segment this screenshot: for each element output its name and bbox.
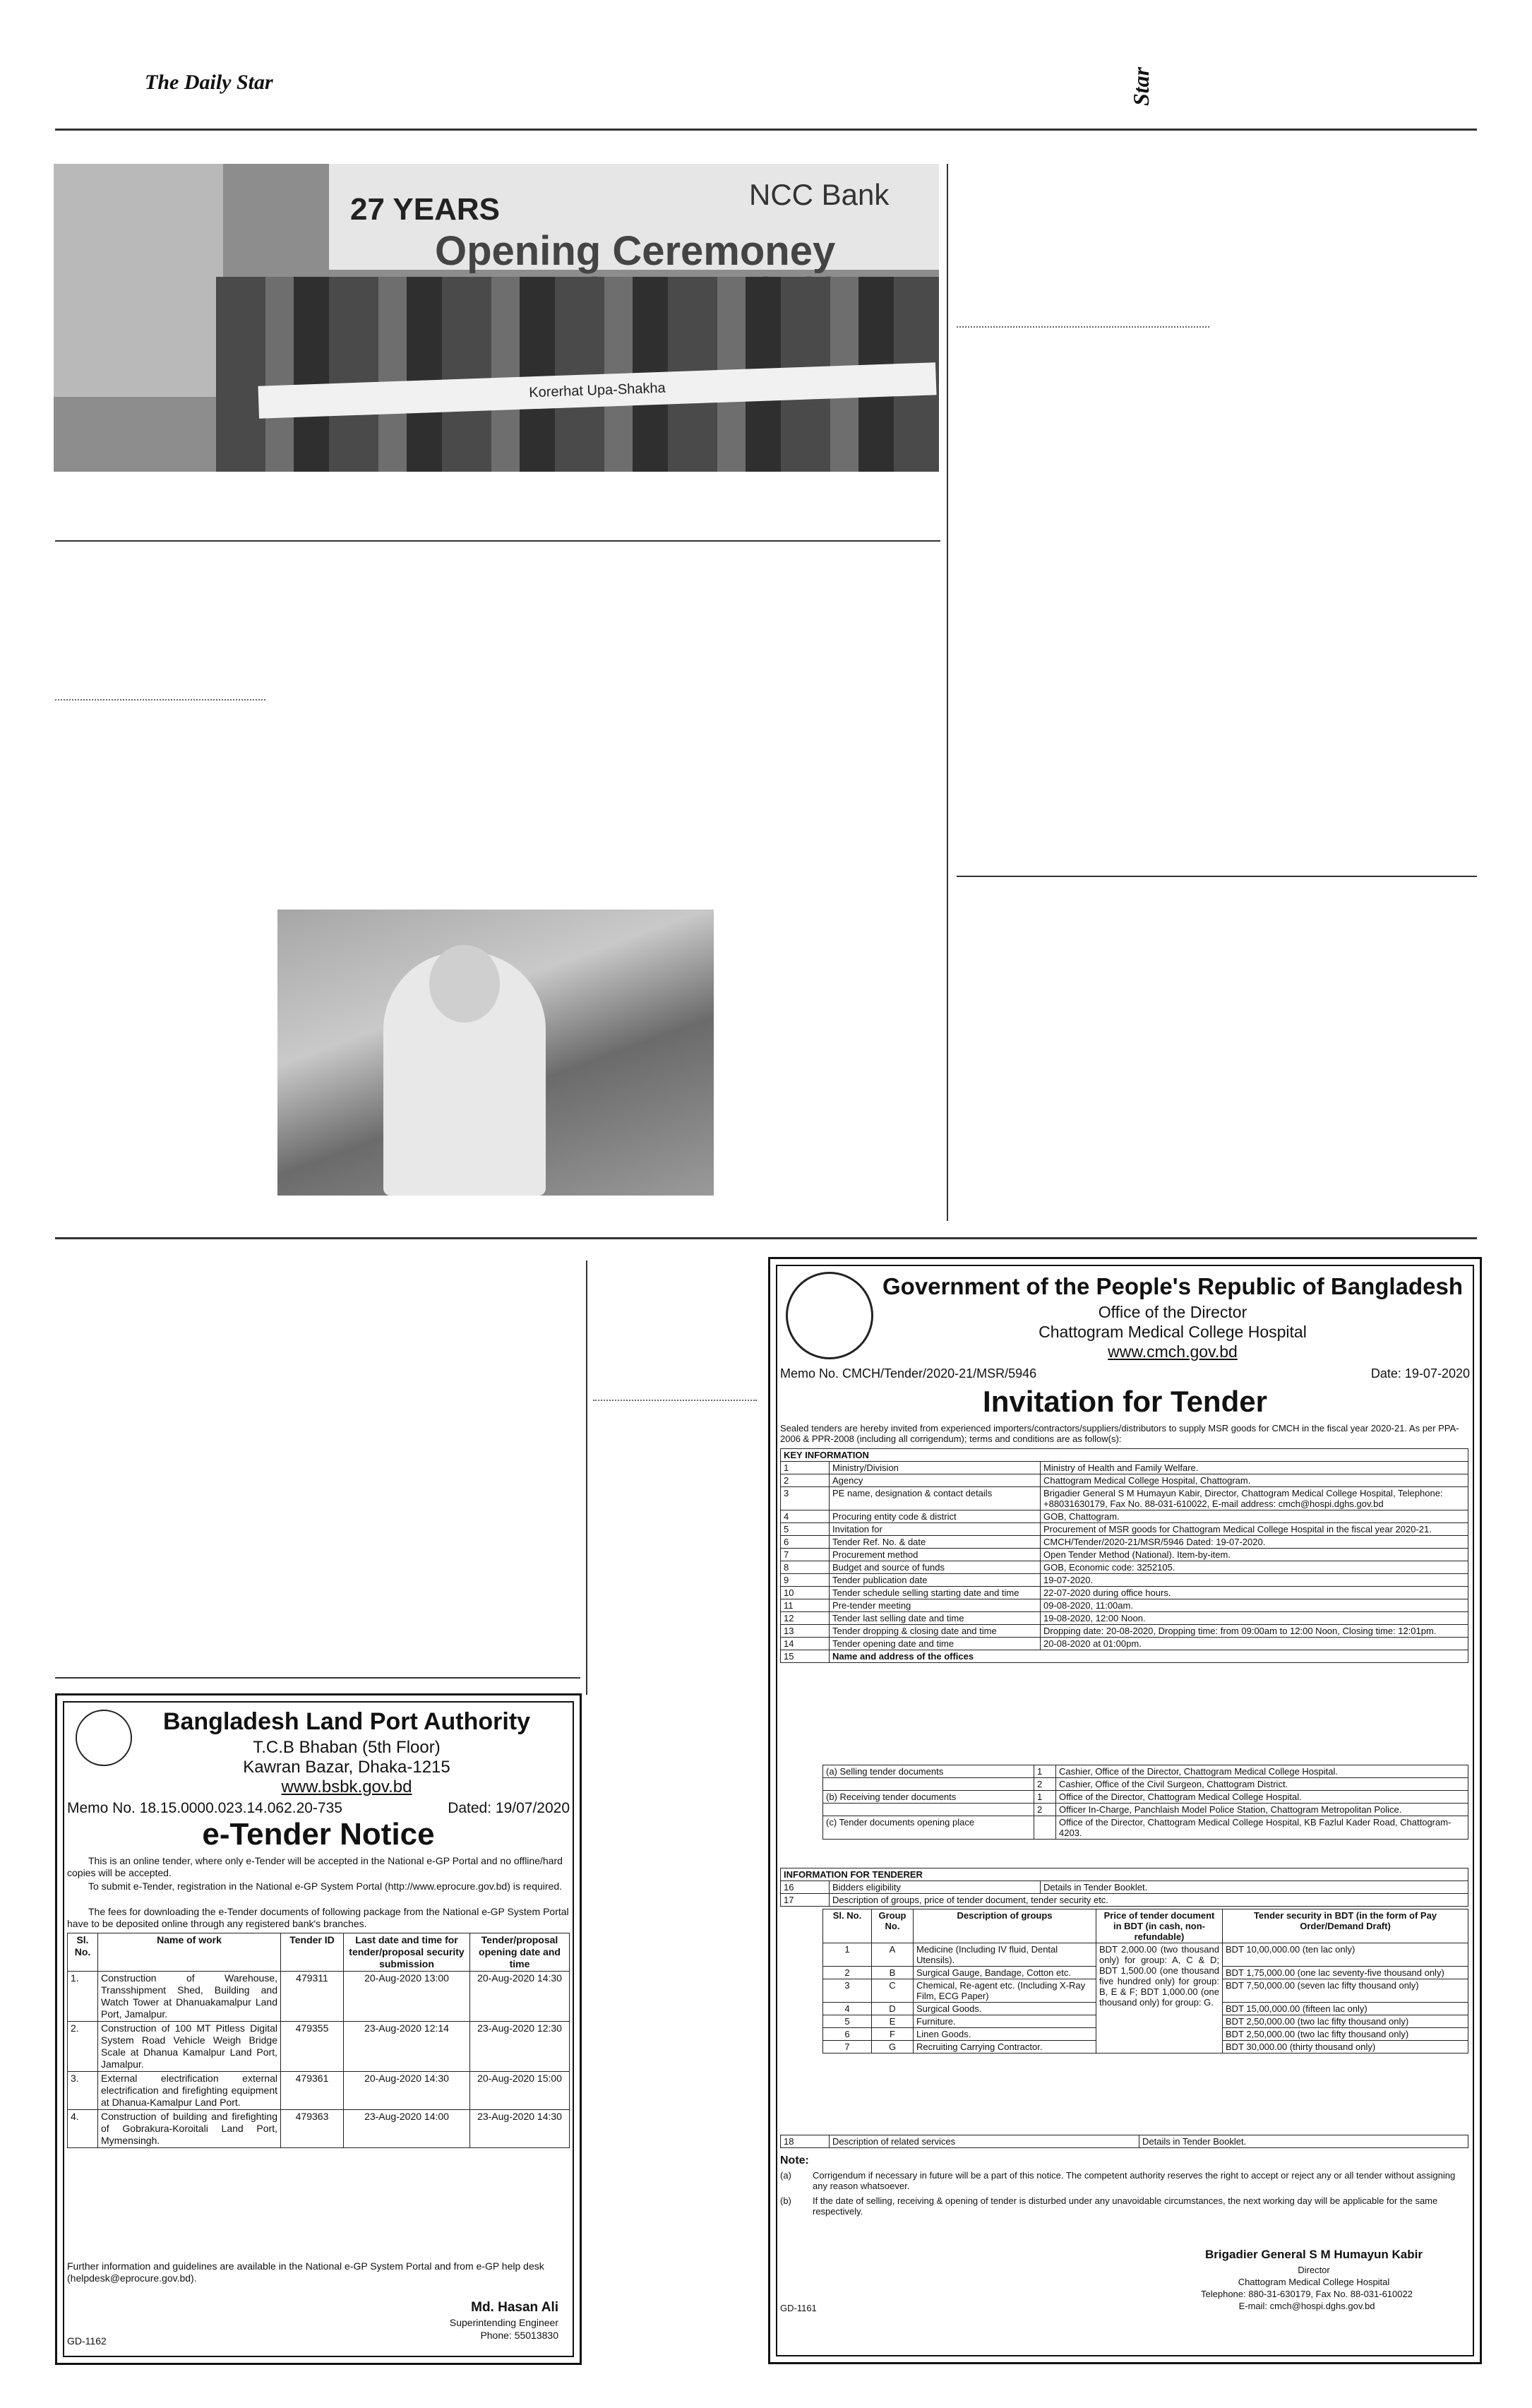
cmch-hospital: Chattogram Medical College Hospital (1039, 1323, 1307, 1341)
table-row (68, 1972, 570, 2022)
group-row: 6 F Linen Goods. BDT 2,50,000.00 (two lac fifty thousand only) (823, 2028, 1468, 2041)
key-row: 7 Procurement method Open Tender Method (National). Item-by-item. (781, 1549, 1468, 1561)
key-row: 13 Tender dropping & closing date and time Dropping date: 20-08-2020, Dropping time: from 09:00am to 12:00 Noon, Closing time: 12:01pm. (781, 1625, 1468, 1638)
cmch-gd: GD-1161 (780, 2303, 817, 2313)
ncc-bank-ceremony-photo (54, 164, 939, 472)
cell-opening: 23-Aug-2020 14:30 (470, 2110, 570, 2148)
key-info-label: KEY INFORMATION (781, 1449, 1468, 1462)
land-port-heading: e-Tender Notice (202, 1817, 435, 1852)
th-last-date: Last date and time for tender/proposal security submission (344, 1933, 470, 1972)
group-row: 7 G Recruiting Carrying Contractor. BDT 30,000.00 (thirty thousand only) (823, 2041, 1468, 2054)
land-port-dated: Dated: 19/07/2020 (448, 1800, 570, 1816)
price-cell: BDT 2,000.00 (two thousand only) for group: A, C & D; BDT 1,500.00 (one thousand five hundred only) for group: B, E & F; BDT 1,000.00 (one thousand only) for group: G. (1096, 1943, 1223, 2054)
land-port-website[interactable]: www.bsbk.gov.bd (281, 1777, 412, 1796)
group-row: 1 A Medicine (Including IV fluid, Dental Utensils). BDT 2,000.00 (two thousand only) for group: A, C & D; BDT 1,500.00 (one thousand five hundred only) for group: B, E & F; BDT 1,000.00 (one thousand only) for group: G. BDT 10,00,000.00 (ten lac only) (823, 1943, 1468, 1967)
masthead-star: Star (1128, 66, 1154, 106)
cmch-website[interactable]: www.cmch.gov.bd (1108, 1342, 1238, 1361)
banner-bank-name: NCC Bank (749, 178, 890, 211)
group-row: 3 C Chemical, Re-agent etc. (Including X-Ray Film, ECG Paper) BDT 7,50,000.00 (seven lac fifty thousand only) (823, 1979, 1468, 2003)
cmch-memo: Memo No. CMCH/Tender/2020-21/MSR/5946 (780, 1366, 1037, 1381)
right-divider-short (957, 326, 1209, 328)
lower-column-divider (586, 1260, 587, 1695)
column-divider (947, 164, 948, 1221)
cell-tender-id: 479363 (281, 2110, 344, 2148)
table-header-row (68, 1933, 570, 1972)
key-row: 6 Tender Ref. No. & date CMCH/Tender/2020-21/MSR/5946 Dated: 19-07-2020. (781, 1536, 1468, 1549)
cmch-note-a-label: (a) (780, 2170, 791, 2181)
cell-last-date: 20-Aug-2020 13:00 (344, 1972, 470, 2022)
r18-row: 18 Description of related services Details in Tender Booklet. (781, 2135, 1468, 2148)
r16-row: 16 Bidders eligibility Details in Tender Booklet. (781, 1881, 1468, 1894)
left-rule-1 (55, 540, 940, 542)
cmch-note-b: If the date of selling, receiving & opening of tender is disturbed under any unavoidable circumstances, the next working day will be applicable for the same respectively. (813, 2195, 1438, 2217)
group-row: 4 D Surgical Goods. BDT 15,00,000.00 (fifteen lac only) (823, 2003, 1468, 2015)
header-rule (55, 129, 1477, 131)
cell-work: External electrification external electrification and firefighting equipment at Dhanua-Kamalpur Land Port. (98, 2072, 281, 2110)
cmch-tenderer-table (780, 1868, 1468, 1907)
office-row: (b) Receiving tender documents 1 Office of the Director, Chattogram Medical College Hospital. (823, 1791, 1468, 1804)
land-port-para2: To submit e-Tender, registration in the National e-GP System Portal (http://www.eprocure.gov.bd) is required. (88, 1880, 563, 1892)
cell-last-date: 23-Aug-2020 14:00 (344, 2110, 470, 2148)
cell-opening: 20-Aug-2020 15:00 (470, 2072, 570, 2110)
key-row: 12 Tender last selling date and time 19-08-2020, 12:00 Noon. (781, 1612, 1468, 1625)
groups-header-row: Sl. No. Group No. Description of groups Price of tender document in BDT (in cash, non-refundable) Tender security in BDT (in the form of Pay Order/Demand Draft) (823, 1909, 1468, 1943)
left-divider-short (55, 699, 265, 701)
office-row: (a) Selling tender documents 1 Cashier, Office of the Director, Chattogram Medical College Hospital. (823, 1765, 1468, 1778)
th-sl: Sl. No. (68, 1933, 98, 1972)
cmch-note-label: Note: (780, 2154, 809, 2166)
tenderer-label: INFORMATION FOR TENDERER (781, 1868, 1468, 1881)
land-port-logo (76, 1710, 132, 1766)
cell-last-date: 20-Aug-2020 14:30 (344, 2072, 470, 2110)
key-row: 1 Ministry/Division Ministry of Health and Family Welfare. (781, 1462, 1468, 1474)
banner-27-years: 27 YEARS (350, 192, 500, 227)
cell-sl: 2. (68, 2022, 98, 2072)
cell-last-date: 23-Aug-2020 12:14 (344, 2022, 470, 2072)
office-row: 2 Officer In-Charge, Panchlaish Model Police Station, Chattogram Metropolitan Police. (823, 1804, 1468, 1816)
land-port-table (67, 1933, 570, 2148)
land-port-tender-ad (55, 1693, 582, 2365)
cell-work: Construction of building and firefighting of Gobrakura-Koroitali Land Port, Mymensingh. (98, 2110, 281, 2148)
office-row: (c) Tender documents opening place Office of the Director, Chattogram Medical College Hospital, KB Fazlul Kader Road, Chattogram-4203. (823, 1816, 1468, 1840)
key-row: 5 Invitation for Procurement of MSR goods for Chattogram Medical College Hospital in the fiscal year 2020-21. (781, 1523, 1468, 1536)
cmch-offices-table (822, 1765, 1468, 1840)
land-port-memo: Memo No. 18.15.0000.023.14.062.20-735 (67, 1800, 342, 1816)
cell-tender-id: 479311 (281, 1972, 344, 2022)
cmch-logo (786, 1272, 873, 1359)
lower-left-rule (55, 1677, 580, 1679)
cmch-groups-table (822, 1909, 1468, 2054)
cell-tender-id: 479361 (281, 2072, 344, 2110)
right-rule (957, 876, 1477, 877)
cmch-intro: Sealed tenders are hereby invited from experienced importers/contractors/suppliers/distributors to supply MSR goods for CMCH in the fiscal year 2020-21. As per PPA-2006 & PPR-2008 (including all corrigendum); terms and conditions are as follow(s): (780, 1423, 1459, 1444)
land-port-address1: T.C.B Bhaban (5th Floor) (253, 1738, 441, 1757)
land-port-title: Bangladesh Land Port Authority (162, 1708, 531, 1735)
land-port-footer: Further information and guidelines are available in the National e-GP System Portal and from e-GP help desk (helpdesk@eprocure.gov.bd). (67, 2260, 544, 2284)
masthead-logo: The Daily Star (145, 71, 273, 94)
land-port-phone: Phone: 55013830 (480, 2330, 558, 2341)
key-row: 8 Budget and source of funds GOB, Economic code: 3252105. (781, 1561, 1468, 1574)
cell-sl: 1. (68, 1972, 98, 2022)
th-opening: Tender/proposal opening date and time (470, 1933, 570, 1972)
land-port-gd: GD-1162 (67, 2335, 107, 2347)
cell-work: Construction of 100 MT Pitless Digital System Road Vehicle Weigh Bridge Scale at Dhanua Kamalpur Land Port, Jamalpur. (98, 2022, 281, 2072)
cmch-contact: Telephone: 880-31-630179, Fax No. 88-031-610022 (1201, 2289, 1413, 2299)
key-row: 3 PE name, designation & contact details Brigadier General S M Humayun Kabir, Director, Chattogram Medical College Hospital, Telephone: +88031630179, Fax No. 88-031-610022, E-mail address: cmch@hospi.dghs.gov.bd (781, 1487, 1468, 1510)
lower-divider-short (593, 1400, 757, 1401)
cell-opening: 23-Aug-2020 12:30 (470, 2022, 570, 2072)
cmch-heading: Invitation for Tender (983, 1385, 1267, 1418)
th-tender-id: Tender ID (281, 1933, 344, 1972)
land-port-signer: Md. Hasan Ali (471, 2300, 558, 2315)
key-row: 9 Tender publication date 19-07-2020. (781, 1574, 1468, 1587)
cell-sl: 3. (68, 2072, 98, 2110)
cmch-date: Date: 19-07-2020 (1370, 1366, 1470, 1381)
table-row (68, 2072, 570, 2110)
table-row (68, 2022, 570, 2072)
table-row (68, 2110, 570, 2148)
group-row: 5 E Furniture. BDT 2,50,000.00 (two lac fifty thousand only) (823, 2015, 1468, 2028)
r17-row: 17 Description of groups, price of tender document, tender security etc. (781, 1894, 1468, 1907)
land-port-address2: Kawran Bazar, Dhaka-1215 (243, 1758, 450, 1777)
cell-sl: 4. (68, 2110, 98, 2148)
cmch-note-b-label: (b) (780, 2195, 791, 2206)
key-row: 4 Procuring entity code & district GOB, Chattogram. (781, 1510, 1468, 1523)
cell-opening: 20-Aug-2020 14:30 (470, 1972, 570, 2022)
group-row: 2 B Surgical Gauge, Bandage, Cotton etc. BDT 1,75,000.00 (one lac seventy-five thousand only) (823, 1967, 1468, 1979)
land-port-signer-title: Superintending Engineer (449, 2317, 558, 2328)
land-port-para1: This is an online tender, where only e-Tender will be accepted in the National e-GP Portal and no offline/hard copies will be accepted. (67, 1855, 563, 1878)
cmch-key-table: KEY INFORMATION 1 Ministry/Division Ministry of Health and Family Welfare. 2 Agency Chattogram Medical College Hospital, Chattogram. 3 PE name, designation & contact details Brigadier General S M Humayun Kabir, Director, Chattogram Medical College Hospital, Telephone: +88031630179, Fax No. 88-031-610022, E-mail address: cmch@hospi.dghs.gov.bd 4 Procuring entity code & district GOB, Chattogram. 5 Invitation for Procurement of MSR goods for Chattogram Medical College Hospital in the fiscal year 2020-21. 6 Tender Ref. No. & date CMCH/Tender/2020-21/MSR/5946 Dated: 19-07-2020. 7 Procurement method Open Tender Method (National). Item-by-item. 8 Budget and source of funds GOB, Economic code: 3252105. 9 Tender publication date 19-07-2020. 10 Tender schedule selling starting date and time 22-07-2020 during office hours. 11 Pre-tender meeting 09-08-2020, 11:00am. 12 Tender last selling date and time 19-08-2020, 12:00 Noon. 13 Tender dropping & closing date and time Dropping date: 20-08-2020, Dropping time: from 09:00am to 12:00 Noon, Closing time: 12:01pm. 14 Tender opening date and time 20-08-2020 at 01:00pm. 15 Name and address of the offices (780, 1448, 1468, 1663)
cmch-signer: Brigadier General S M Humayun Kabir (1205, 2248, 1423, 2261)
cell-work: Construction of Warehouse, Transshipment Shed, Building and Watch Tower at Dhanuakamalpur Land Port, Jamalpur. (98, 1972, 281, 2022)
banner-opening: Opening Ceremoney (435, 228, 836, 274)
merkel-photo (277, 910, 714, 1196)
land-port-para3: The fees for downloading the e-Tender documents of following package from the National e-GP System Portal have to be deposited online through any registered bank's branches. (67, 1906, 569, 1929)
cmch-signer-org: Chattogram Medical College Hospital (1238, 2277, 1390, 2287)
cmch-tender-ad (768, 1257, 1482, 2364)
offices-label: Name and address of the offices (830, 1650, 1468, 1663)
cmch-govt-title: Government of the People's Republic of Bangladesh (882, 1273, 1463, 1299)
cell-tender-id: 479355 (281, 2022, 344, 2072)
key-row: 2 Agency Chattogram Medical College Hospital, Chattogram. (781, 1474, 1468, 1487)
key-row: 11 Pre-tender meeting 09-08-2020, 11:00am. (781, 1599, 1468, 1612)
key-row: 14 Tender opening date and time 20-08-2020 at 01:00pm. (781, 1638, 1468, 1650)
cmch-office: Office of the Director (1098, 1303, 1247, 1321)
ceremony-ribbon: Korerhat Upa-Shakha (258, 362, 936, 418)
cmch-email[interactable]: E-mail: cmch@hospi.dghs.gov.bd (1238, 2301, 1375, 2311)
cmch-signer-title: Director (1298, 2265, 1330, 2275)
key-row: 10 Tender schedule selling starting date and time 22-07-2020 during office hours. (781, 1587, 1468, 1599)
cmch-note-a: Corrigendum if necessary in future will be a part of this notice. The competent authority reserves the right to accept or reject any or all tender without assigning any reason whatsoever. (813, 2170, 1456, 2191)
section-rule (55, 1237, 1477, 1239)
office-row: 2 Cashier, Office of the Civil Surgeon, Chattogram District. (823, 1778, 1468, 1791)
cmch-r18-table (780, 2135, 1468, 2148)
th-work: Name of work (98, 1933, 281, 1972)
